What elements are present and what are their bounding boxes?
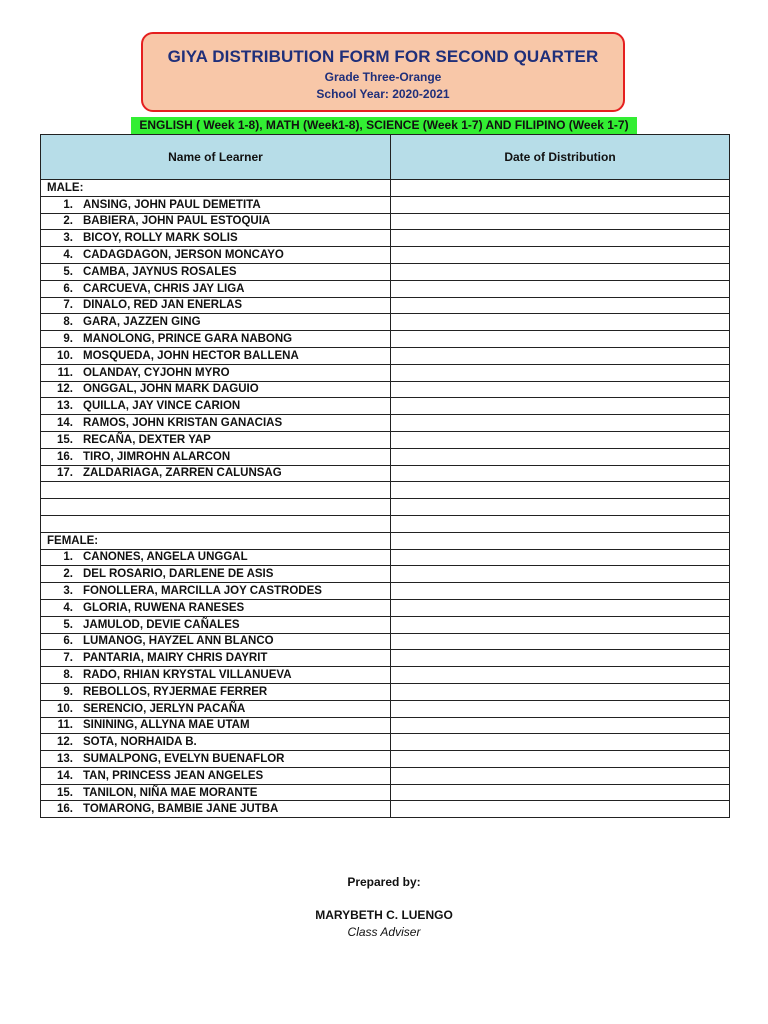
blank-row <box>41 515 730 532</box>
date-cell <box>391 196 730 213</box>
table-row <box>41 700 730 717</box>
learner-number: 13. <box>57 400 73 413</box>
learner-name: TAN, PRINCESS JEAN ANGELES <box>83 769 264 782</box>
learner-name: RADO, RHIAN KRYSTAL VILLANUEVA <box>83 669 292 681</box>
subjects-banner: ENGLISH ( Week 1-8), MATH (Week1-8), SCIENCE (Week 1-7) AND FILIPINO (Week 1-7) <box>131 117 637 134</box>
date-cell <box>391 297 730 314</box>
learner-name: TIRO, JIMROHN ALARCON <box>83 450 231 463</box>
learner-cell <box>41 784 391 801</box>
learner-cell <box>41 599 391 616</box>
learner-number: 10. <box>57 349 73 362</box>
learner-cell <box>41 415 391 432</box>
table-row <box>41 347 730 364</box>
prepared-by-label: Prepared by: <box>347 875 421 889</box>
learner-cell <box>41 566 391 583</box>
table-row <box>41 650 730 667</box>
learner-cell <box>41 314 391 331</box>
date-cell <box>391 633 730 650</box>
learner-number: 12. <box>57 736 73 749</box>
table-row <box>41 599 730 616</box>
date-cell <box>391 230 730 247</box>
table-row <box>41 549 730 566</box>
date-cell <box>391 431 730 448</box>
learner-number: 5. <box>63 265 73 278</box>
date-cell <box>391 734 730 751</box>
learner-number: 7. <box>63 299 73 312</box>
learner-cell <box>41 247 391 264</box>
table-row <box>41 767 730 784</box>
learner-number: 17. <box>57 467 73 480</box>
learner-cell <box>41 767 391 784</box>
date-cell <box>391 381 730 398</box>
table-row <box>41 583 730 600</box>
learner-name: ANSING, JOHN PAUL DEMETITA <box>83 198 261 211</box>
learner-number: 10. <box>57 702 73 715</box>
table-row <box>41 784 730 801</box>
table-row <box>41 667 730 684</box>
section-label: FEMALE: <box>41 532 391 549</box>
learner-number: 2. <box>63 568 73 581</box>
learner-cell <box>41 364 391 381</box>
table-row <box>41 213 730 230</box>
learner-name: MOSQUEDA, JOHN HECTOR BALLENA <box>83 349 299 362</box>
blank-row <box>41 499 730 516</box>
learner-name: RAMOS, JOHN KRISTAN GANACIAS <box>83 417 283 430</box>
date-cell <box>391 801 730 818</box>
date-cell <box>391 717 730 734</box>
date-cell <box>391 599 730 616</box>
learner-name: CADAGDAGON, JERSON MONCAYO <box>83 249 284 262</box>
learner-cell <box>41 667 391 684</box>
date-cell <box>391 767 730 784</box>
blank-cell <box>41 515 391 532</box>
table-row <box>41 364 730 381</box>
date-cell <box>391 566 730 583</box>
learner-number: 4. <box>63 601 73 614</box>
learner-cell <box>41 465 391 482</box>
learner-number: 16. <box>57 450 73 463</box>
learner-cell <box>41 381 391 398</box>
table-row <box>41 566 730 583</box>
learner-cell <box>41 280 391 297</box>
table-row <box>41 196 730 213</box>
name-column-header: Name of Learner <box>41 135 391 180</box>
date-cell <box>391 331 730 348</box>
date-cell <box>391 263 730 280</box>
learner-number: 5. <box>63 618 73 631</box>
date-cell <box>391 650 730 667</box>
table-row <box>41 297 730 314</box>
learner-cell <box>41 263 391 280</box>
date-cell <box>391 683 730 700</box>
learner-name: TANILON, NIÑA MAE MORANTE <box>83 786 258 799</box>
learner-number: 14. <box>57 769 73 782</box>
grade-label: Grade Three-Orange <box>324 70 442 84</box>
learner-number: 12. <box>57 383 73 396</box>
learner-number: 3. <box>63 585 73 598</box>
table-row <box>41 633 730 650</box>
learner-number: 7. <box>63 652 73 665</box>
learner-number: 15. <box>57 433 73 446</box>
school-year-label: School Year: 2020-2021 <box>316 87 450 101</box>
learner-name: CARCUEVA, CHRIS JAY LIGA <box>83 282 245 295</box>
date-cell <box>391 314 730 331</box>
table-row <box>41 448 730 465</box>
learner-number: 11. <box>57 366 73 379</box>
learner-cell <box>41 751 391 768</box>
blank-row <box>41 482 730 499</box>
table-row <box>41 734 730 751</box>
table-row <box>41 398 730 415</box>
learner-cell <box>41 683 391 700</box>
date-cell <box>391 280 730 297</box>
date-cell <box>391 583 730 600</box>
learner-number: 16. <box>57 803 73 816</box>
date-cell <box>391 247 730 264</box>
learner-name: RECAÑA, DEXTER YAP <box>83 433 211 446</box>
date-column-header: Date of Distribution <box>391 135 730 180</box>
table-row <box>41 415 730 432</box>
date-cell <box>391 398 730 415</box>
section-label: MALE: <box>41 180 391 197</box>
learner-cell <box>41 583 391 600</box>
learner-name: DEL ROSARIO, DARLENE DE ASIS <box>83 568 274 581</box>
date-cell <box>391 616 730 633</box>
learner-cell <box>41 549 391 566</box>
table-row <box>41 717 730 734</box>
table-row <box>41 230 730 247</box>
date-cell <box>391 415 730 432</box>
date-cell <box>391 784 730 801</box>
date-cell <box>391 700 730 717</box>
table-header-row <box>41 135 730 180</box>
table-row <box>41 280 730 297</box>
learner-cell <box>41 650 391 667</box>
date-cell <box>391 549 730 566</box>
signer-name: MARYBETH C. LUENGO <box>315 908 453 922</box>
learner-name: ZALDARIAGA, ZARREN CALUNSAG <box>83 467 282 480</box>
date-cell <box>391 448 730 465</box>
learner-name: BABIERA, JOHN PAUL ESTOQUIA <box>83 215 271 228</box>
learner-cell <box>41 448 391 465</box>
table-row <box>41 465 730 482</box>
learner-name: SOTA, NORHAIDA B. <box>83 736 197 749</box>
date-cell <box>391 499 730 516</box>
learner-name: MANOLONG, PRINCE GARA NABONG <box>83 333 293 346</box>
learner-name: CANONES, ANGELA UNGGAL <box>83 551 248 564</box>
table-row <box>41 314 730 331</box>
learner-cell <box>41 347 391 364</box>
learner-cell <box>41 734 391 751</box>
learner-cell <box>41 331 391 348</box>
date-cell <box>391 180 730 197</box>
section-row <box>41 532 730 549</box>
learner-number: 6. <box>63 635 73 648</box>
learner-name: SUMALPONG, EVELYN BUENAFLOR <box>83 752 285 765</box>
learner-name: GLORIA, RUWENA RANESES <box>83 601 245 614</box>
learner-number: 14. <box>57 417 73 430</box>
date-cell <box>391 347 730 364</box>
signer-role: Class Adviser <box>347 925 421 939</box>
learner-name: SININING, ALLYNA MAE UTAM <box>83 719 250 732</box>
learner-name: SERENCIO, JERLYN PACAÑA <box>83 702 246 715</box>
form-title-box <box>141 32 625 112</box>
table-row <box>41 751 730 768</box>
learner-name: QUILLA, JAY VINCE CARION <box>83 400 241 413</box>
date-cell <box>391 364 730 381</box>
learner-name: TOMARONG, BAMBIE JANE JUTBA <box>83 803 279 816</box>
table-row <box>41 801 730 818</box>
learner-cell <box>41 633 391 650</box>
learner-cell <box>41 398 391 415</box>
learner-number: 8. <box>63 669 73 681</box>
learner-number: 4. <box>63 249 73 262</box>
learner-number: 15. <box>57 786 73 799</box>
date-cell <box>391 515 730 532</box>
learner-name: GARA, JAZZEN GING <box>83 316 201 329</box>
learner-cell <box>41 196 391 213</box>
date-cell <box>391 751 730 768</box>
learner-number: 11. <box>57 719 73 732</box>
learner-name: LUMANOG, HAYZEL ANN BLANCO <box>83 635 274 648</box>
learner-name: PANTARIA, MAIRY CHRIS DAYRIT <box>83 652 268 665</box>
section-row <box>41 180 730 197</box>
learner-number: 2. <box>63 215 73 228</box>
date-cell <box>391 532 730 549</box>
date-cell <box>391 465 730 482</box>
learner-number: 6. <box>63 282 73 295</box>
learner-cell <box>41 297 391 314</box>
learner-name: ONGGAL, JOHN MARK DAGUIO <box>83 383 259 396</box>
learner-number: 3. <box>63 232 73 245</box>
table-row <box>41 381 730 398</box>
learner-number: 1. <box>63 551 73 564</box>
learner-number: 13. <box>57 752 73 765</box>
table-row <box>41 263 730 280</box>
table-row <box>41 616 730 633</box>
learner-name: REBOLLOS, RYJERMAE FERRER <box>83 685 268 698</box>
learner-name: CAMBA, JAYNUS ROSALES <box>83 265 237 278</box>
learner-number: 1. <box>63 198 73 211</box>
distribution-table <box>40 134 730 818</box>
form-title: GIYA DISTRIBUTION FORM FOR SECOND QUARTER <box>167 47 599 66</box>
learner-number: 9. <box>63 333 73 346</box>
learner-cell <box>41 717 391 734</box>
date-cell <box>391 667 730 684</box>
table-row <box>41 331 730 348</box>
learner-number: 9. <box>63 685 73 698</box>
learner-cell <box>41 431 391 448</box>
blank-cell <box>41 499 391 516</box>
learner-name: JAMULOD, DEVIE CAÑALES <box>83 618 240 631</box>
learner-name: BICOY, ROLLY MARK SOLIS <box>83 232 238 245</box>
learner-name: OLANDAY, CYJOHN MYRO <box>83 366 230 379</box>
table-row <box>41 683 730 700</box>
table-row <box>41 247 730 264</box>
date-cell <box>391 213 730 230</box>
learner-name: DINALO, RED JAN ENERLAS <box>83 299 243 312</box>
blank-cell <box>41 482 391 499</box>
learner-cell <box>41 213 391 230</box>
learner-cell <box>41 700 391 717</box>
learner-number: 8. <box>63 316 73 329</box>
table-row <box>41 431 730 448</box>
learner-cell <box>41 616 391 633</box>
learner-name: FONOLLERA, MARCILLA JOY CASTRODES <box>83 585 322 598</box>
learner-cell <box>41 230 391 247</box>
learner-cell <box>41 801 391 818</box>
date-cell <box>391 482 730 499</box>
